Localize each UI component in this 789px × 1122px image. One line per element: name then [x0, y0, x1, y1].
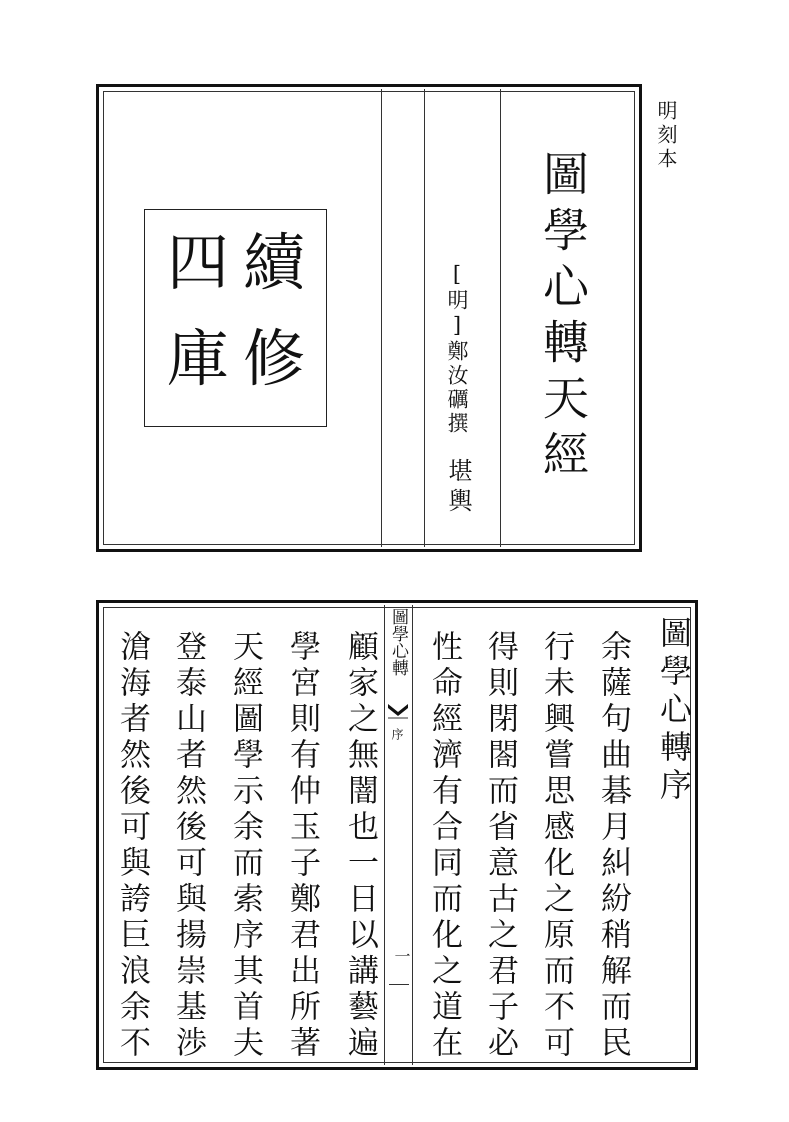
seal-char: 修 — [243, 322, 306, 395]
seal-char: 續 — [243, 226, 306, 299]
column-rule — [424, 89, 425, 547]
text-column: 顧家之無闇也一日以講藝遍 — [342, 630, 378, 1062]
text-column: 性命經濟有合同而化之道在 — [426, 630, 462, 1062]
subject-label: 堪輿 — [444, 458, 472, 518]
margin-title: 圖學心轉 — [388, 608, 408, 676]
center-fold-rule — [412, 605, 413, 1065]
column-rule — [381, 89, 382, 547]
collection-seal — [144, 209, 327, 427]
text-column: 天經圖學示余而索序其首夫 — [227, 630, 263, 1062]
text-column: 得則閉閤而省意古之君子必 — [482, 630, 518, 1062]
fish-tail-icon — [388, 704, 408, 722]
author-credit: [明]鄭汝礪撰 — [445, 262, 469, 436]
text-column: 行未興嘗思感化之原而不可 — [538, 630, 574, 1062]
text-column: 余薩句曲碁月糾紛稍解而民 — [595, 630, 631, 1062]
book-title: 圖學心轉天經 — [536, 150, 590, 486]
text-column: 登泰山者然後可與揚崇基渉 — [170, 630, 206, 1062]
text-column: 學宮則有仲玉子鄭君出所著 — [284, 630, 320, 1062]
margin-section: 序 — [390, 728, 404, 740]
edition-label: 明刻本 — [654, 100, 678, 172]
seal-char: 庫 — [167, 322, 230, 395]
column-rule — [500, 89, 501, 547]
center-fold-rule — [384, 605, 385, 1065]
margin-rule — [389, 984, 409, 985]
preface-title: 圖學心轉序 — [655, 616, 693, 806]
page-number: 一 — [392, 948, 411, 964]
seal-char: 四 — [167, 226, 230, 299]
text-column: 滄海者然後可與誇巨浪余不 — [114, 630, 150, 1062]
